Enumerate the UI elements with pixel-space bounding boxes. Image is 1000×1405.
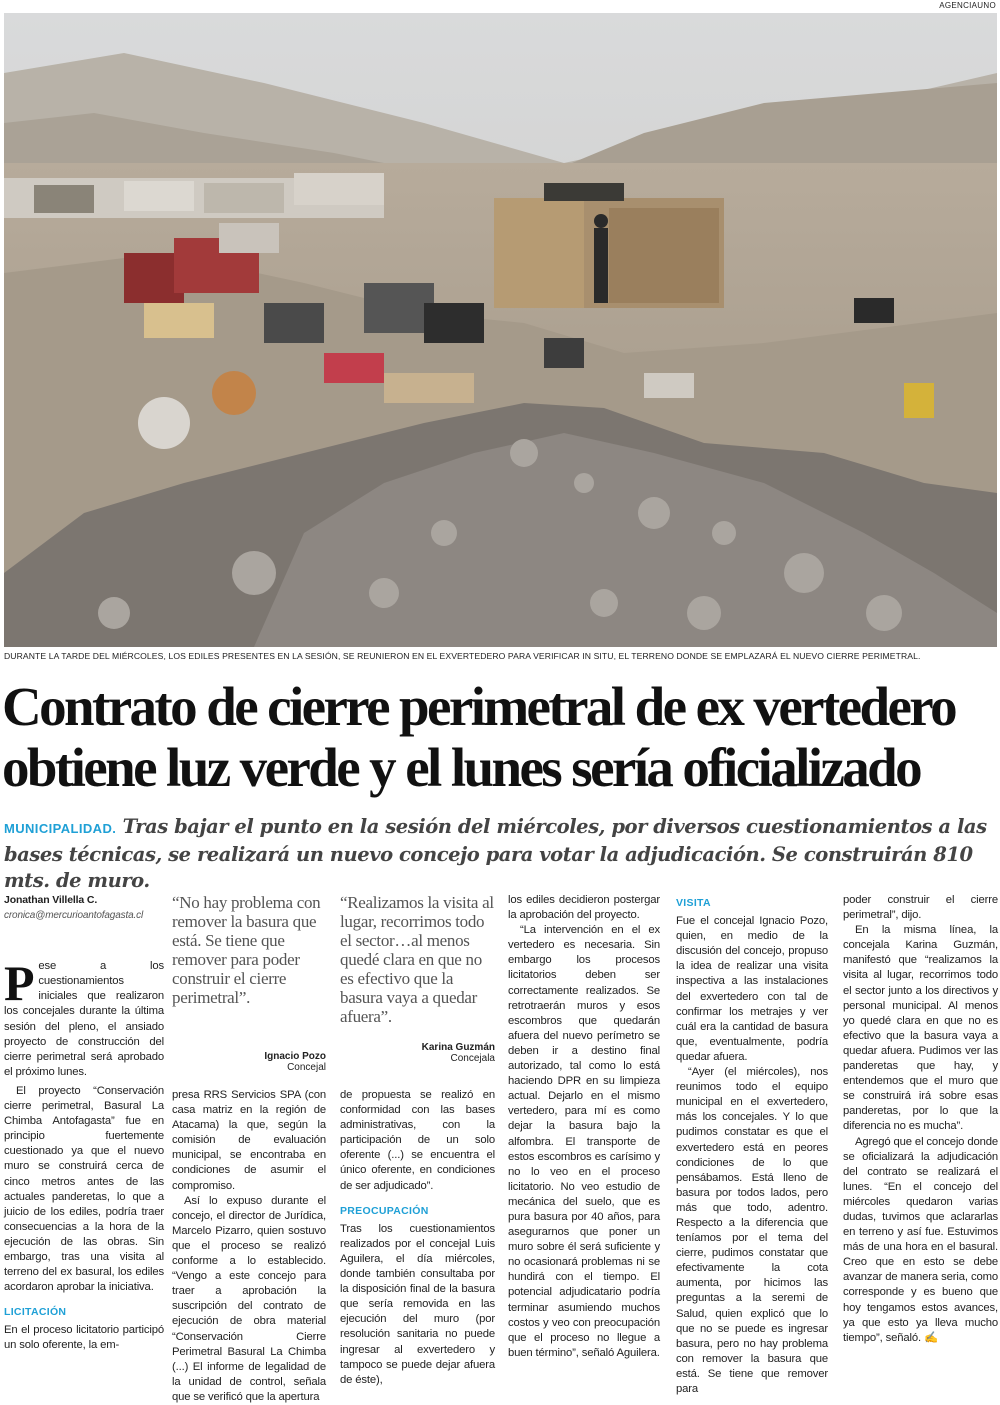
deck-text: Tras bajar el punto en la sesión del miércoles, por diversos cuestionamientos a las bases técnicas, se realizará un nuevo concejo para votar la adjudicación. Se construirán 810 mts. de muro.: [4, 815, 987, 892]
column-4: [508, 893, 660, 1361]
headline-line-2: obtiene luz verde y el lunes sería oficializado: [2, 737, 921, 798]
landfill-photo: [4, 13, 997, 647]
quote-text: “No hay problema con remover la basura que está. Se tiene que remover para poder construir el cierre perimetral”.: [172, 893, 321, 1007]
deck: [4, 814, 998, 894]
subhead-licitacion: LICITACIÓN: [4, 1306, 67, 1319]
paragraph: presa RRS Servicios SPA (con casa matriz en la región de Atacama) la que, según la comisión de evaluación municipal, se encontraba en condiciones de asumir el compromiso.: [172, 1089, 326, 1192]
paragraph: Así lo expuso durante el concejo, el director de Jurídica, Marcelo Pizarro, quien sostuvo que el proceso se realizó conforme a lo establecido. “Vengo a este concejo para traer a aprobación la suscripción del contrato de ejecución de obra material “Conservación Cierre Perimetral Basural La Chimba (...) El informe de legalidad de la unidad de control, señala que se verificó que la apertura: [172, 1194, 326, 1403]
paragraph: “Ayer (el miércoles), nos reunimos todo el equipo municipal en el exvertedero, más los concejales. Y lo que pudimos constatar es que el exvertedero está en peores condiciones de lo que pensábamos. Está lleno de basura por todos lados, pero más que todo, adentro. Respecto a la diferencia que teníamos por el tema del cierre, pudimos constatar que efectivamente la cota aumenta, por hicimos las preguntas a la seremi de Salud, quien explicó que lo que no se puede es ingresar basura, pero no hay problema con remover la basura que está. Se tiene que remover para: [676, 1066, 828, 1395]
paragraph: Agregó que el concejo donde se oficializará la adjudicación del contrato se realizará el lunes. “En el concejo del miércoles quedaron varias dudas, tuvimos que aclararlas en terreno y así fue. Estuvimos más de una hora en el basural. Creo que en esto se debe avanzar de manera seria, como corresponde y es bueno que hoy tengamos estos avances, ya que esto ya lleva mucho tiempo”, señaló. ✍: [843, 1135, 998, 1344]
quote-text: “Realizamos la visita al lugar, recorrimos todo el sector…al menos quedé clara en que no es efectivo que la basura vaya a quedar afuera”.: [340, 893, 494, 1026]
end-mark-icon: ✍: [923, 1331, 938, 1344]
byline-author: Jonathan Villella C.: [4, 894, 98, 906]
paragraph: Pese a los cuestionamientos iniciales que realizaron los concejales durante la última sesión del pleno, el ansiado proyecto de construcción del cierre perimetral será aprobado el próximo lunes.: [4, 955, 164, 1078]
column-2: [172, 1088, 326, 1405]
paragraph: Fue el concejal Ignacio Pozo, quien, en medio de la discusión del concejo, propuso la idea de realizar una visita inspectiva a las instalaciones del exvertedero con tal de confirmar los metrajes y ver cuál era la cantidad de basura que, eventualmente, podría quedar afuera.: [676, 915, 828, 1063]
headline: [2, 676, 998, 798]
paragraph: En la misma línea, la concejala Karina Guzmán, manifestó que “realizamos la visita al lugar, recorrimos todo el sector junto a los directivos y personal municipal. Al menos yo quedé clara en que no es efectivo que la basura vaya a quedar afuera. Pudimos ver las panderetas que hay, y entendemos que el muro que se construirá irá sobre esas panderetas, por lo que la diferencia no es mucha”.: [843, 924, 998, 1133]
subhead-visita: VISITA: [676, 897, 711, 909]
paragraph: El proyecto “Conservación cierre perimetral, Basural La Chimba Antofagasta” fue en principio fuertemente cuestionado ya que el nuevo muro se construirá cerca de cinco metros antes de las actuales panderetas, lo que a juicio de los ediles, podría traer consecuencias a la hora de la ejecución de las obras. Sin embargo, tras una visita al terreno del ex basural, los ediles acordaron aprobar la iniciativa.: [4, 1084, 164, 1294]
subhead-preocupacion: PREOCUPACIÓN: [340, 1204, 429, 1217]
column-5: [676, 893, 828, 1397]
column-1: [4, 893, 164, 1354]
column-6: [843, 893, 998, 1346]
photo-credit: AGENCIAUNO: [939, 1, 996, 10]
paragraph: poder construir el cierre perimetral”, dijo.: [843, 894, 998, 922]
quote-name: Karina Guzmán: [421, 1042, 495, 1053]
pull-quote-2: [340, 893, 495, 1064]
pull-quote-1: [172, 893, 326, 1073]
section-tag: MUNICIPALIDAD.: [4, 821, 117, 836]
byline-email[interactable]: cronica@mercurioantofagasta.cl: [4, 910, 144, 922]
paragraph: “La intervención en el ex vertedero es necesaria. Sin embargo los procesos licitatorios deben ser correctamente realizados. Se retrotraerán muros y esos escombros que quedarán afuera del nuevo perímetro se deben ir a destino final autorizado, tal como lo está haciendo DPR en su limpieza actual. Dejarlo en el mismo vertedero, para mí es como dejar la basura bajo la alfombra. El transporte de estos escombros es carísimo y no lo veo en el proceso licitatorio. No veo estudio de mecánica del suelo, que es pura basura por 40 años, para asegurarnos que poner un muro sobre él será suficiente y no ocasionará problemas ni se hundirá con el tiempo. El potencial adjudicatario podría terminar asumiendo muchos costos y veo con preocupación que el proceso no llegue a buen término”, señaló Aguilera.: [508, 924, 660, 1359]
quote-role: Concejala: [450, 1053, 495, 1064]
dropcap: P: [4, 955, 35, 1012]
photo-caption: DURANTE LA TARDE DEL MIÉRCOLES, LOS EDILES PRESENTES EN LA SESIÓN, SE REUNIERON EN EL EXVERTEDERO PARA VERIFICAR IN SITU, EL TERRENO DONDE SE EMPLAZARÁ EL NUEVO CIERRE PERIMETRAL.: [4, 651, 921, 661]
quote-name: Ignacio Pozo: [264, 1051, 326, 1062]
paragraph: Tras los cuestionamientos realizados por el concejal Luis Aguilera, el día miércoles, donde también consultaba por la disposición final de la basura que sería removida en las ejecución del muro (por resolución sanitaria no puede ingresar al exvertedero y tampoco se puede dejar afuera de éste),: [340, 1222, 495, 1386]
quote-role: Concejal: [287, 1062, 326, 1073]
paragraph: los ediles decidieron postergar la aprobación del proyecto.: [508, 894, 660, 922]
paragraph: de propuesta se realizó en conformidad con las bases administrativas, con la participación de un solo oferente (...) se encuentra el único oferente, en condiciones de ser adjudicado”.: [340, 1089, 495, 1192]
headline-line-1: Contrato de cierre perimetral de ex vertedero: [2, 676, 956, 737]
paragraph: En el proceso licitatorio participó un solo oferente, la em-: [4, 1324, 164, 1352]
column-3: [340, 1088, 495, 1388]
shack: [494, 183, 724, 308]
landfill-photo-illustration: [4, 13, 997, 647]
